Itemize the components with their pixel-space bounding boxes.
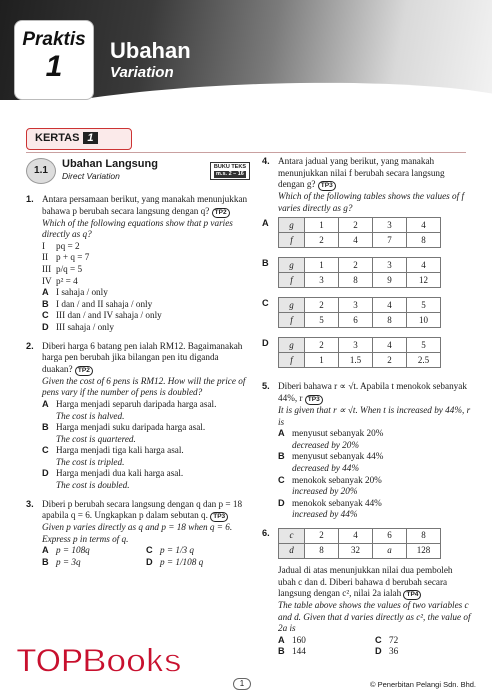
question-text-en: Given the cost of 6 pens is RM12. How will the price of pens vary if the number of pens is doubled?	[42, 375, 246, 398]
statement-item: IV p² = 4	[42, 275, 78, 286]
section-rule	[26, 152, 466, 153]
textbook-label: BUKU TEKS	[213, 164, 246, 170]
answer-option[interactable]: C III dan / and IV sahaja / only	[42, 310, 162, 321]
statement-item: I pq = 2	[42, 240, 80, 251]
answer-option[interactable]	[262, 214, 472, 254]
answer-option[interactable]: B menyusut sebanyak 44% decreased by 44%	[278, 451, 384, 473]
statement-item: III p/q = 5	[42, 263, 83, 274]
values-table: g 1 2 3 4 f 2 4 7 8	[278, 217, 441, 248]
kertas-text: KERTAS	[35, 132, 80, 144]
answer-option[interactable]: A I sahaja / only	[42, 287, 108, 298]
right-column	[262, 156, 472, 665]
values-table: g 1 2 3 4 f 3 8 9 12	[278, 257, 441, 288]
question-number: 4.	[262, 156, 270, 166]
question-5	[262, 381, 472, 521]
answer-option[interactable]: B 144	[278, 646, 306, 657]
subtopic-subtitle: Direct Variation	[62, 171, 120, 181]
answer-option[interactable]: A menyusut sebanyak 20% decreased by 20%	[278, 428, 384, 450]
subtopic-title: Ubahan Langsung	[62, 158, 158, 171]
answer-option[interactable]: C p = 1/3 q	[146, 545, 195, 556]
question-1	[26, 194, 250, 334]
values-table: c 2 4 6 8 d 8 32 a 128	[278, 528, 441, 559]
kertas-number: 1	[83, 132, 97, 144]
chapter-title: Ubahan	[110, 38, 191, 63]
question-number: 6.	[262, 527, 270, 538]
textbook-pages: m.s. 2 – 16	[214, 171, 246, 178]
option-row	[278, 635, 472, 647]
answer-option[interactable]: D p = 1/108 q	[146, 557, 204, 568]
praktis-number: 1	[45, 50, 63, 83]
tp-badge: TP3	[210, 512, 228, 522]
question-text-en: Which of the following equations show that p varies directly as q?	[42, 217, 233, 240]
logo-text: TOPBooks	[16, 642, 182, 680]
question-text-en: Which of the following tables shows the values of f varies directly as g?	[278, 191, 465, 213]
page-number: 1	[233, 678, 251, 690]
answer-option[interactable]: B p = 3q	[42, 557, 81, 568]
answer-option[interactable]: C menokok sebanyak 20% increased by 20%	[278, 474, 382, 497]
values-table: g 2 3 4 5 f 5 6 8 10	[278, 297, 441, 328]
tp-badge: TP2	[75, 366, 93, 376]
subtopic-number: 1.1	[26, 158, 56, 184]
question-number: 3.	[26, 498, 34, 509]
option-row	[42, 545, 250, 557]
answer-option[interactable]: A 160	[278, 634, 306, 645]
answer-option[interactable]: B I dan / and II sahaja / only	[42, 298, 153, 309]
question-text-ms: Diberi p berubah secara langsung dengan q dan p = 18 apabila q = 6. Ungkapkan p dalam sebutan q.	[42, 498, 243, 521]
answer-option[interactable]	[262, 294, 472, 334]
question-text-en: Given p varies directly as q and p = 18 when q = 6. Express p in terms of q.	[42, 522, 233, 544]
kertas-label	[26, 128, 132, 150]
question-number: 2.	[26, 340, 34, 351]
option-row	[42, 557, 250, 569]
tp-badge: TP2	[212, 208, 230, 218]
question-text-ms: Diberi harga 6 batang pen ialah RM12. Bagaimanakah harga pen berubah jika bilangan pen itu diganda duakan?	[42, 340, 243, 374]
topbooks-logo	[6, 636, 202, 692]
answer-option[interactable]: C Harga menjadi tiga kali harga asal. The cost is tripled.	[42, 445, 184, 467]
answer-option[interactable]: D Harga menjadi dua kali harga asal. The cost is doubled.	[42, 468, 184, 491]
left-column	[26, 158, 250, 576]
answer-option[interactable]	[262, 334, 472, 374]
question-text-ms: Diberi bahawa r ∝ √t. Apabila t menokok sebanyak 44%, r	[278, 381, 467, 403]
question-text-ms: Antara jadual yang berikut, yang manakah menunjukkan nilai f berubah secara langsung dengan g?	[278, 156, 445, 190]
statement-item: II p + q = 7	[42, 252, 90, 263]
answer-option[interactable]	[262, 254, 472, 294]
option-row	[278, 646, 472, 658]
textbook-reference	[210, 162, 250, 180]
question-text-en: The table above shows the values of two variables c and d. Given that d varies directly as c², the value of 2a is	[278, 600, 471, 634]
question-number: 1.	[26, 194, 34, 204]
tp-badge: TP3	[305, 395, 323, 405]
chapter-header	[0, 0, 492, 120]
values-table: g 2 3 4 5 f 1 1.5 2 2.5	[278, 337, 441, 368]
answer-option[interactable]: C 72	[375, 634, 399, 645]
answer-option[interactable]: D III sahaja / only	[42, 321, 114, 332]
question-text-en: It is given that r ∝ √t. When t is increased by 44%, r is	[278, 404, 471, 427]
answer-option[interactable]: A Harga menjadi separuh daripada harga asal. The cost is halved.	[42, 398, 217, 421]
option-letter: C	[262, 298, 269, 309]
answer-option[interactable]: A p = 108q	[42, 545, 90, 556]
question-2	[26, 341, 250, 492]
answer-option[interactable]: B Harga menjadi suku daripada harga asal. The cost is quartered.	[42, 422, 206, 444]
chapter-title-english: Variation	[110, 64, 174, 81]
question-3	[26, 499, 250, 569]
option-letter: A	[262, 218, 269, 229]
publisher-credit: © Penerbitan Pelangi Sdn. Bhd.	[370, 680, 477, 689]
question-6	[262, 528, 472, 658]
answer-option[interactable]: D 36	[375, 646, 399, 657]
question-4	[262, 156, 472, 374]
tp-badge: TP3	[318, 181, 336, 191]
option-letter: B	[262, 258, 269, 269]
subtopic-header	[26, 158, 250, 184]
answer-option[interactable]: D menokok sebanyak 44% increased by 44%	[278, 497, 382, 520]
question-text-ms: Antara persamaan berikut, yang manakah menunjukkan bahawa p berubah secara langsung dengan q?	[42, 194, 248, 216]
question-number: 5.	[262, 381, 270, 392]
option-letter: D	[262, 338, 269, 349]
praktis-badge	[14, 20, 94, 100]
tp-badge: TP4	[403, 590, 421, 600]
question-text-ms: Jadual di atas menunjukkan nilai dua pemboleh ubah c dan d. Diberi bahawa d berubah secara langsung dengan c², nilai 2a ialah	[278, 564, 453, 599]
praktis-label: Praktis	[22, 29, 86, 50]
